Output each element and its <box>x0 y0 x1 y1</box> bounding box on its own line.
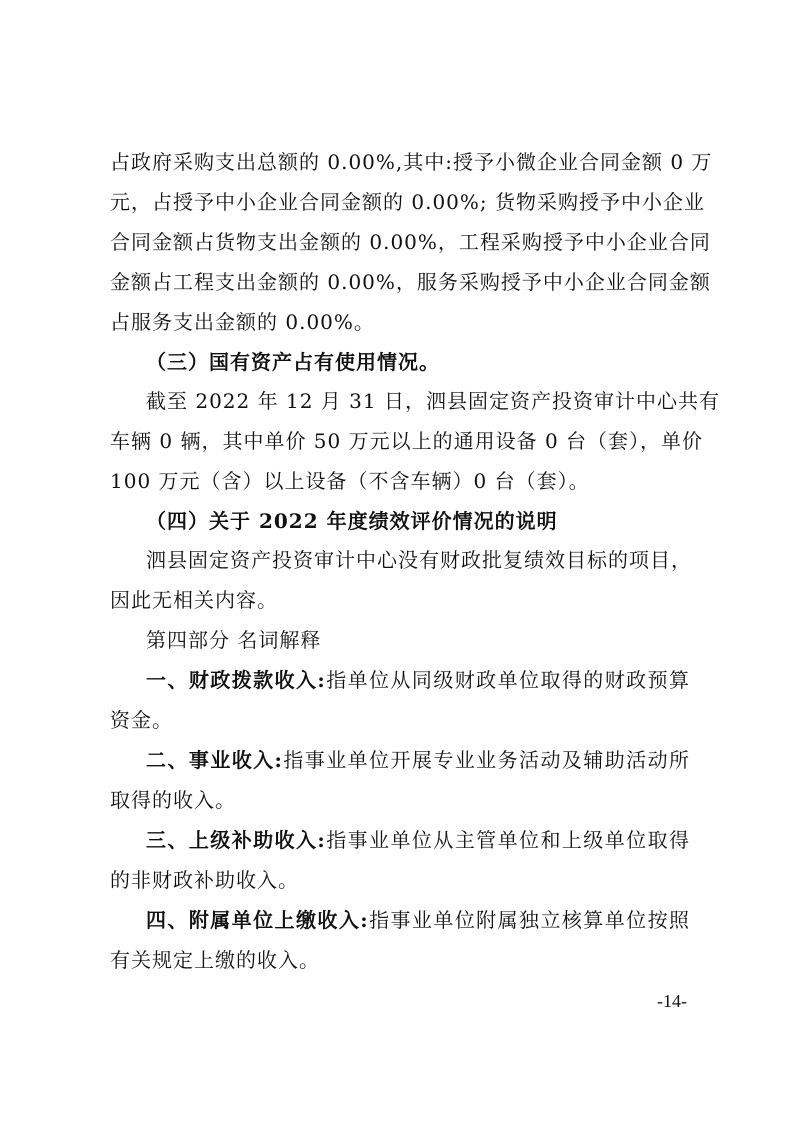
paragraph-line: 100 万元（含）以上设备（不含车辆）0 台（套）。 <box>110 469 590 493</box>
term-definition-continued: 有关规定上缴的收入。 <box>110 948 320 972</box>
term-entry <box>146 748 690 772</box>
paragraph-line: 车辆 0 辆，其中单价 50 万元以上的通用设备 0 台（套），单价 <box>110 429 704 453</box>
paragraph-line: 元，占授予中小企业合同金额的 0.00%; 货物采购授予中小企业 <box>110 190 705 214</box>
paragraph-line: 金额占工程支出金额的 0.00%，服务采购授予中小企业合同金额 <box>110 270 711 294</box>
paragraph-line: 因此无相关内容。 <box>110 588 278 612</box>
term-definition: 指单位从同级财政单位取得的财政预算 <box>325 668 690 692</box>
part-heading: 第四部分 名词解释 <box>146 628 322 652</box>
section-heading: （三）国有资产占有使用情况。 <box>146 350 440 374</box>
section-heading: （四）关于 2022 年度绩效评价情况的说明 <box>146 509 558 533</box>
paragraph-line: 截至 2022 年 12 月 31 日，泗县固定资产投资审计中心共有 <box>146 389 720 413</box>
paragraph-line: 占服务支出金额的 0.00%。 <box>110 310 375 334</box>
term-entry <box>146 828 690 852</box>
term-definition-continued: 的非财政补助收入。 <box>110 868 299 892</box>
term-label: 二、事业收入: <box>146 748 283 772</box>
term-definition-continued: 取得的收入。 <box>110 788 236 812</box>
term-definition: 指事业单位附属独立核算单位按照 <box>368 908 691 932</box>
term-label: 一、财政拨款收入: <box>146 668 326 692</box>
term-definition: 指事业单位开展专业业务活动及辅助活动所 <box>282 748 691 772</box>
term-label: 四、附属单位上缴收入: <box>146 908 369 932</box>
term-definition: 指事业单位从主管单位和上级单位取得 <box>325 828 690 852</box>
term-entry <box>146 668 690 692</box>
term-label: 三、上级补助收入: <box>146 828 326 852</box>
term-entry <box>146 908 690 932</box>
paragraph-line: 泗县固定资产投资审计中心没有财政批复绩效目标的项目， <box>146 548 692 572</box>
page-number: -14- <box>657 991 687 1011</box>
paragraph-line: 合同金额占货物支出金额的 0.00%，工程采购授予中小企业合同 <box>110 230 711 254</box>
term-definition-continued: 资金。 <box>110 708 173 732</box>
paragraph-line: 占政府采购支出总额的 0.00%,其中:授予小微企业合同金额 0 万 <box>110 150 713 174</box>
